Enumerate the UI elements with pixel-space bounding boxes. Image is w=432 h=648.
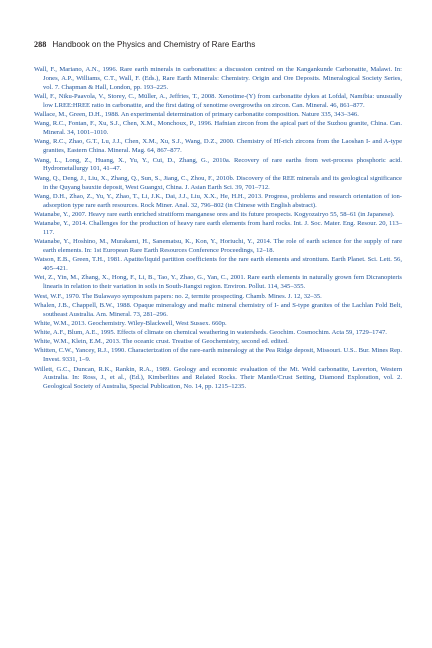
reference-entry[interactable]: Wall, F., Mariano, A.N., 1996. Rare earth minerals in carbonatites: a discussion centred on the Kangankunde Carbonatite, Malawi. In: Jones, A.P., Williams, C.T., Wall, F. (Eds.), Rare Earth Minerals: Chemistry. Origin and Ore Deposits. Mineralogical Society Series, vol. 7. Chapman & Hall, London, pp. 193–225. — [34, 66, 402, 91]
reference-entry[interactable]: Wang, L., Long, Z., Huang, X., Yu, Y., Cui, D., Zhang, G., 2010a. Recovery of rare earths from wet-process phosphoric acid. Hydrometallurgy 101, 41–47. — [34, 156, 402, 173]
reference-entry[interactable]: Watanabe, Y., 2014. Challenges for the production of heavy rare earth elements from hard rocks. Int. J. Soc. Mater. Eng. Resour. 20, 113–117. — [34, 220, 402, 236]
reference-entry[interactable]: West, W.F., 1970. The Bulawayo symposium papers: no. 2, termite prospecting. Chamb. Mines. J. 12, 32–35. — [34, 292, 322, 300]
reference-entry[interactable]: Whitten, C.W., Yancey, R.J., 1990. Characterization of the rare-earth mineralogy at the Pea Ridge deposit, Missouri. U.S.. Bur. Mines Rep. Invest. 9331, 1–9. — [34, 347, 402, 364]
page-number: 288 — [34, 40, 47, 49]
reference-entry[interactable]: Watanabe, Y., Hoshino, M., Murakami, H., Sanematsu, K., Kon, Y., Horiuchi, Y., 2014. The role of earth science for the supply of rare earth elements. In: 1st European Rare Earth Resources Conference Proceedings, 12–18. — [34, 238, 402, 255]
reference-entry[interactable]: Willett, G.C., Duncan, R.K., Rankin, R.A., 1989. Geology and economic evaluation of the Mt. Weld carbonatite, Laverton, Western Australia. In: Ross, J., et al., (Ed.), Kimberlites and Related Rocks. Their Mantle/Crust Setting, Diamond Exploration, vol. 2. Geological Society of Australia, Special Publication, No. 14, pp. 1215–1235. — [34, 365, 402, 391]
reference-entry[interactable]: White, A.F., Blum, A.E., 1995. Effects of climate on chemical weathering in watersheds. Geochim. Cosmochim. Acta 59, 1729–1747. — [34, 329, 387, 337]
reference-entry[interactable]: Wang, R.C., Zhao, G.T., Lu, J.J., Chen, X.M., Xu, S.J., Wang, D.Z., 2000. Chemistry of Hf-rich zircons from the Laoshan I- and A-type granites, Eastern China. Mineral. Mag. 64, 867–877. — [34, 138, 402, 155]
reference-entry[interactable]: Wang, D.H., Zhao, Z., Yu, Y., Zhao, T., Li, J.K., Dai, J.J., Liu, X.X., He, H.H., 2013. Progress, problems and research orientation of ion-adsorption type rare earth resources. Rock Miner. Anal. 32, 796–802 (in Chinese with English abstract). — [34, 192, 402, 209]
reference-entry[interactable]: Wang, Q., Deng, J., Liu, X., Zhang, Q., Sun, S., Jiang, C., Zhou, F., 2010b. Discovery of the REE minerals and its geological significance in the Quyang bauxite deposit, West Guangxi, China. J. Asian Earth Sci. 39, 701–712. — [34, 174, 402, 191]
reference-entry[interactable]: Wang, R.C., Fontan, F., Xu, S.J., Chen, X.M., Monchoux, P., 1996. Hafnian zircon from the apical part of the Suzhou granite, China. Can. Mineral. 34, 1001–1010. — [34, 120, 402, 137]
reference-entry[interactable]: White, W.M., Klein, E.M., 2013. The oceanic crust. Treatise of Geochemistry, second ed. edited. — [34, 338, 289, 346]
reference-entry[interactable]: Wei, Z., Yin, M., Zhang, X., Hong, F., Li, B., Tao, Y., Zhao, G., Yan, C., 2001. Rare earth elements in naturally grown fern Dicranopteris linearis in relation to their variation in soils in South-Jiangxi region. Environ. Pollut. 114, 345–355. — [34, 274, 402, 291]
reference-entry[interactable]: Watson, E.B., Green, T.H., 1981. Apatite/liquid partition coefficients for the rare earth elements and strontium. Earth Planet. Sci. Lett. 56, 405–421. — [34, 256, 402, 273]
reference-entry[interactable]: White, W.M., 2013. Geochemistry. Wiley-Blackwell, West Sussex. 660p. — [34, 319, 227, 327]
book-title: Handbook on the Physics and Chemistry of Rare Earths — [52, 40, 256, 49]
reference-entry[interactable]: Whalen, J.B., Chappell, B.W., 1988. Opaque mineralogy and mafic mineral chemistry of I- and S-type granites of the Lachlan Fold Belt, southeast Australia. Am. Mineral. 73, 281–296. — [34, 301, 402, 318]
running-head — [34, 40, 404, 49]
reference-list — [34, 66, 402, 393]
reference-entry[interactable]: Wall, F., Niku-Paavola, V., Storey, C., Müller, A., Jeffries, T., 2008. Xenotime-(Y) from carbonatite dykes at Lofdal, Namibia: unusually low LREE:HREE ratio in carbonatite, and the first dating of xenotime overgrowths on zircon. Can. Mineral. 46, 861–877. — [34, 93, 402, 109]
reference-entry[interactable]: Wallace, M., Green, D.H., 1988. An experimental determination of primary carbonatite composition. Nature 335, 343–346. — [34, 111, 359, 119]
reference-entry[interactable]: Watanabe, Y., 2007. Heavy rare earth enriched stratiform manganese ores and its future prospects. Kogyozairyo 55, 58–61 (in Japanese). — [34, 210, 395, 218]
